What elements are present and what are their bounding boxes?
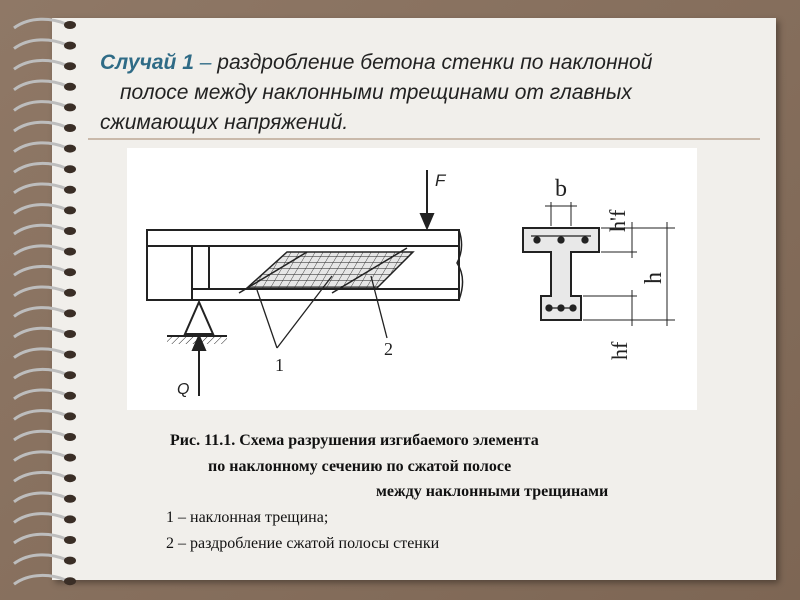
figure-panel (127, 148, 697, 410)
spiral-coil (14, 534, 66, 543)
binding-hole (64, 536, 76, 544)
spiral-coil (14, 205, 66, 214)
spiral-coil (14, 40, 66, 49)
spiral-coil (14, 575, 66, 584)
binding-hole (64, 309, 76, 317)
binding-hole (64, 412, 76, 420)
spiral-coil (14, 102, 66, 111)
legend-item-1: 1 – наклонная трещина; (166, 509, 329, 526)
spiral-coil (14, 143, 66, 152)
force-label: F (435, 171, 446, 190)
dim-hf-top: h'f (605, 209, 630, 232)
spiral-coil (14, 452, 66, 461)
caption-line-3: между наклонными трещинами (376, 483, 609, 500)
title-divider (88, 138, 760, 140)
spiral-coil (14, 328, 66, 337)
spiral-coil (14, 122, 66, 131)
dim-hf-bottom: hf (607, 341, 632, 360)
dim-b: b (555, 176, 567, 202)
label-2: 2 (384, 339, 393, 359)
binding-hole (64, 351, 76, 359)
spiral-coil (14, 369, 66, 378)
title-line-1 (100, 48, 740, 78)
spiral-coil (14, 287, 66, 296)
title-line-3: сжимающих напряжений. (100, 111, 349, 134)
spiral-coil (14, 81, 66, 90)
binding-hole (64, 268, 76, 276)
support (167, 302, 227, 344)
title-dash: – (193, 51, 218, 74)
binding-hole (64, 577, 76, 585)
binding-hole (64, 124, 76, 132)
binding-hole (64, 83, 76, 91)
spiral-coil (14, 349, 66, 358)
slide-title (100, 48, 740, 138)
reaction-label: Q (177, 381, 190, 398)
binding-hole (64, 21, 76, 29)
label-1: 1 (275, 355, 284, 375)
binding-hole (64, 392, 76, 400)
case-label: Случай 1 (100, 51, 194, 74)
spiral-binding (0, 0, 95, 600)
binding-hole (64, 371, 76, 379)
spiral-coil (14, 390, 66, 399)
beam-diagram (127, 148, 697, 410)
binding-hole (64, 165, 76, 173)
crushed-strip (247, 252, 413, 288)
binding-hole (64, 515, 76, 523)
spiral-coil (14, 411, 66, 420)
spiral-coil (14, 472, 66, 481)
binding-hole (64, 227, 76, 235)
dim-h: h (641, 272, 667, 284)
binding-hole (64, 495, 76, 503)
spiral-coil (14, 19, 66, 28)
caption-line-2: по наклонному сечению по сжатой полосе (208, 458, 512, 475)
reaction-arrow (193, 336, 205, 396)
binding-hole (64, 103, 76, 111)
binding-hole (64, 206, 76, 214)
spiral-coil (14, 431, 66, 440)
binding-hole (64, 186, 76, 194)
binding-hole (64, 474, 76, 482)
binding-hole (64, 454, 76, 462)
spiral-coil (14, 60, 66, 69)
binding-hole (64, 145, 76, 153)
spiral-coil (14, 163, 66, 172)
title-line-2: полосе между наклонными трещинами от главных (120, 81, 632, 104)
spiral-coil (14, 225, 66, 234)
spiral-coil (14, 514, 66, 523)
spiral-coil (14, 555, 66, 564)
caption-line-1: Рис. 11.1. Схема разрушения изгибаемого элемента (170, 432, 539, 449)
spiral-coil (14, 493, 66, 502)
title-line-1-text: раздробление бетона стенки по наклонной (217, 51, 653, 74)
spiral-coil (14, 266, 66, 275)
binding-hole (64, 289, 76, 297)
spiral-coil (14, 184, 66, 193)
binding-hole (64, 62, 76, 70)
binding-hole (64, 557, 76, 565)
legend-item-2: 2 – раздробление сжатой полосы стенки (166, 535, 440, 552)
binding-hole (64, 42, 76, 50)
binding-hole (64, 330, 76, 338)
binding-hole (64, 433, 76, 441)
leader-1a (257, 290, 277, 348)
spiral-coil (14, 246, 66, 255)
binding-hole (64, 248, 76, 256)
force-arrow (421, 170, 433, 228)
spiral-coil (14, 308, 66, 317)
